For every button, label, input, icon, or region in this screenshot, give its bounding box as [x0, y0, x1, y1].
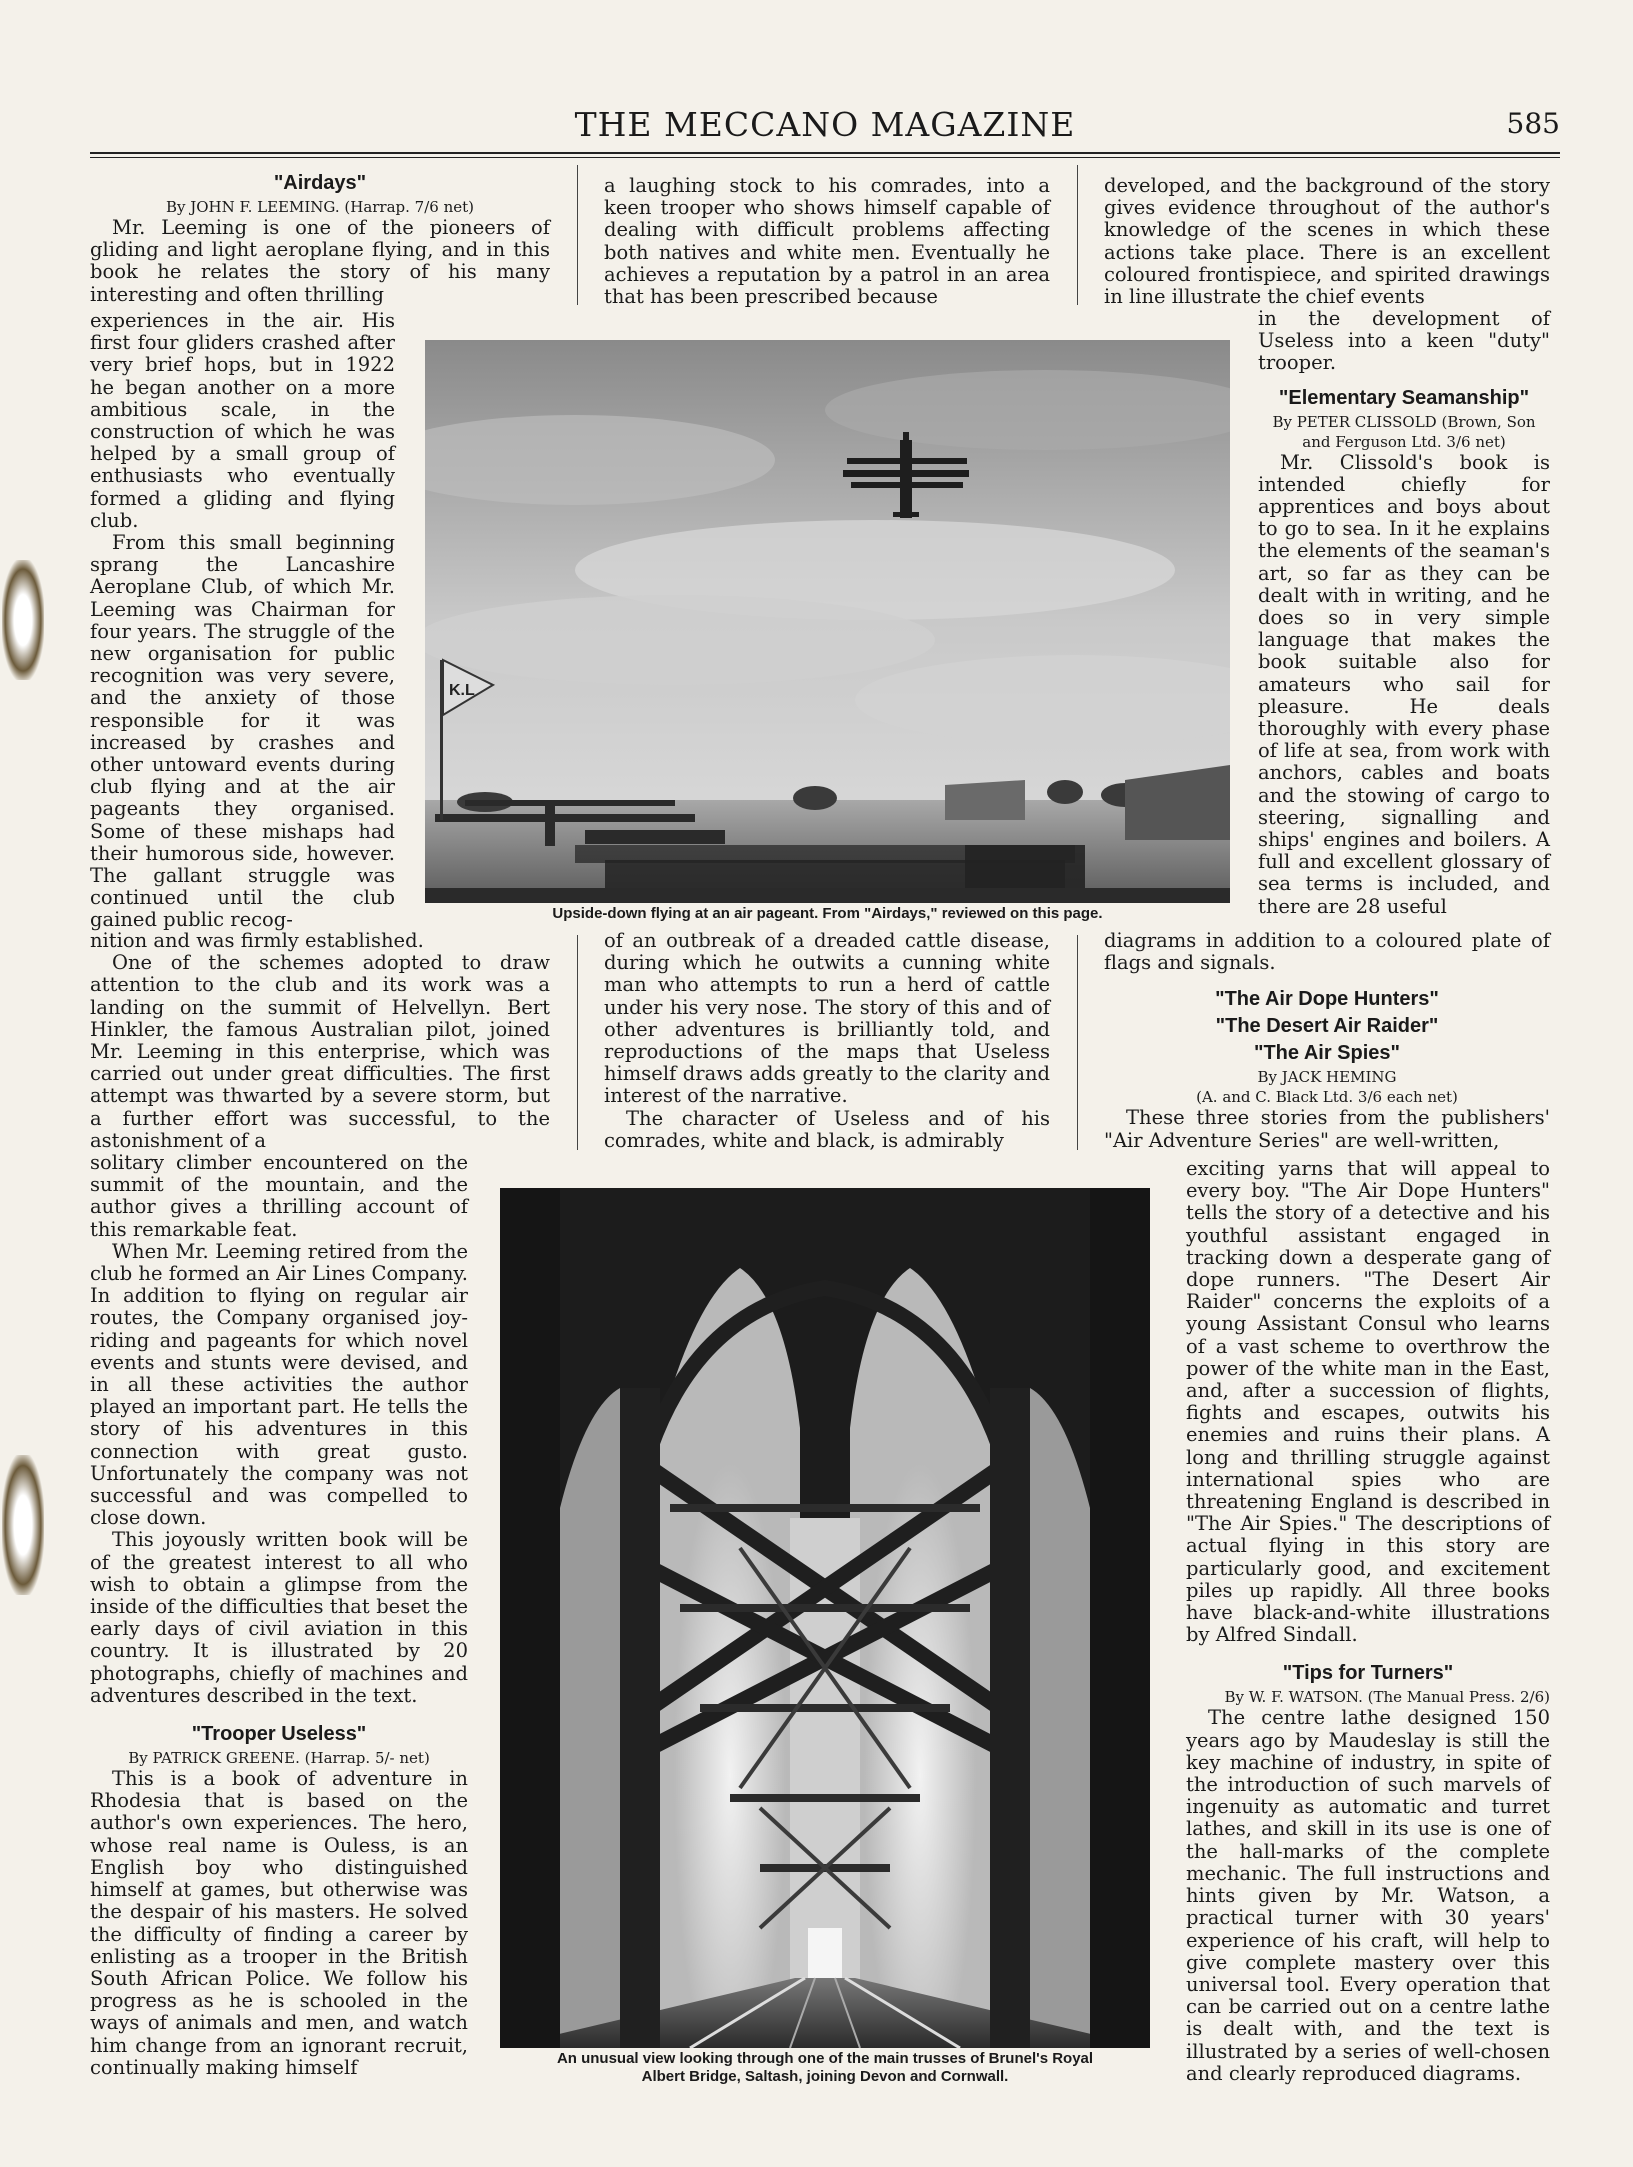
air-paragraph-narrow: exciting yarns that will appeal to every boy. "The Air Dope Hunters" tells the story of a detective and his youthful assistant engaged in tracking down a desperate gang of dope runners. "The Desert Air Raider" concerns the exploits of a young Assistant Consul who learns of a vast scheme to overthrow the power of the white man in the East, and, after a succession of flights, fights and escapes, outwits his enemies and ruins their plans. A long and thrilling struggle against international spies who are threatening England is described in "The Air Spies." The descriptions of actual flying in this story are particularly good, and excitement piles up rapidly. All three books have black-and-white illustrations by Alfred Sindall. [1186, 1157, 1550, 1647]
trooper-review-col2-mid [604, 930, 1050, 1152]
airdays-paragraph-2: From this small beginning sprang the Lancashire Aeroplane Club, of which Mr. Leeming was Chairman for four years. The struggle of the new organisation for public recognition was very severe, and the anxiety of those responsible for it was increased by crashes and other untoward events during club flying and at the air pageants they organised. Some of these mishaps had their humorous side, however. The gallant struggle was continued until the club gained public recog- [90, 531, 395, 932]
seamanship-byline: By PETER CLISSOLD (Brown, Son and Ferguson Ltd. 3/6 net) [1272, 412, 1536, 451]
trooper-col2-mid: of an outbreak of a dreaded cattle disease, during which he outwits a cunning white man who attempts to run a herd of cattle under his very nose. The story of this and of other adventures is brilliantly told, and reproductions of the maps that Useless himself draws adds greatly to the clarity and interest of the narrative. [604, 929, 1050, 1108]
bridge-caption-line-1: An unusual view looking through one of the main trusses of Brunel's Royal [556, 2050, 1094, 2067]
seamanship-paragraph: Mr. Clissold's book is intended chiefly for apprentices and boys about to go to sea. In it he explains the elements of the seaman's art, so far as they can be dealt with in writing, and he does so in very simple language that makes the book suitable also for amateurs who sail for pleasure. He deals thoroughly with every phase of life at sea, from work with anchors, cables and boats and the stowing of cargo to steering, signalling and ships' engines and boilers. A full and excellent glossary of sea terms is included, and there are 28 useful [1258, 450, 1550, 918]
bridge-photo-caption [490, 2050, 1160, 2086]
column-rule [1077, 165, 1078, 305]
column-rule [1077, 935, 1078, 1150]
trooper-col3-narrow: in the development of Useless into a keen "duty" trooper. [1258, 307, 1550, 375]
airdays-paragraph-3-cont: solitary climber encountered on the summit of the mountain, and the author gives a thrilling account of this remarkable feat. [90, 1151, 468, 1241]
airdays-review-lower [90, 1152, 468, 2079]
tips-byline: By W. F. WATSON. (The Manual Press. 2/6) [1224, 1688, 1550, 1707]
trooper-review-col2-top [604, 175, 1050, 308]
seamanship-title: "Elementary Seamanship" [1278, 386, 1530, 409]
trooper-review-col3-top [1104, 175, 1550, 308]
airdays-byline: By JOHN F. LEEMING. (Harrap. 7/6 net) [165, 198, 475, 216]
trooper-title: "Trooper Useless" [191, 1723, 367, 1746]
bridge-photo [500, 1188, 1150, 2048]
magazine-title: THE MECCANO MAGAZINE [574, 105, 1076, 144]
airdays-paragraph-1: Mr. Leeming is one of the pioneers of gliding and light aeroplane flying, and in this book he relates the story of his many interesting and often thrilling [90, 216, 550, 306]
page-stain [2, 1455, 44, 1595]
header-rule-thin [90, 157, 1560, 158]
bridge-caption-line-2: Albert Bridge, Saltash, joining Devon and Cornwall. [641, 2068, 1009, 2085]
column-rule [577, 165, 578, 305]
air-adventure-review [1104, 930, 1550, 1152]
airdays-review-narrow [90, 310, 395, 932]
airdays-paragraph-1-cont: experiences in the air. His first four gliders crashed after very brief hops, but in 1922 he began another on a more ambitious scale, in the construction of which he was helped by a small group of enthusiasts who eventually formed a gliding and flying club. [90, 309, 395, 532]
trooper-byline: By PATRICK GREENE. (Harrap. 5/- net) [128, 1749, 430, 1768]
air-byline-publisher: (A. and C. Black Ltd. 3/6 each net) [1196, 1088, 1458, 1107]
airplane-photo-caption: Upside-down flying at an air pageant. From "Airdays," reviewed on this page. [552, 905, 1103, 922]
page-header [90, 105, 1560, 150]
airplane-photo-graphic [425, 340, 1230, 903]
airdays-paragraph-5: This joyously written book will be of the greatest interest to all who wish to obtain a glimpse from the inside of the difficulties that beset the early days of civil aviation in this country. It is illustrated by 20 photographs, chiefly of machines and adventures described in the text. [90, 1528, 468, 1707]
tips-paragraph: The centre lathe designed 150 years ago by Maudeslay is still the key machine of industry, in spite of the introduction of such marvels of ingenuity as automatic and turret lathes, and skill in its use is one of the hall-marks of the complete mechanic. The full instructions and hints given by Mr. Watson, a practical turner with 30 years' experience of his craft, will help to give complete mastery over this universal tool. Every operation that can be carried out on a centre lathe is dealt with, and the text is illustrated by a series of well-chosen and clearly reproduced diagrams. [1186, 1706, 1550, 2085]
trooper-paragraph: This is a book of adventure in Rhodesia that is based on the author's own experiences. The hero, whose real name is Ouless, is an English boy who distinguished himself at games, but otherwise was the despair of his masters. He solved the difficulty of finding a career by enlisting as a trooper in the British South African Police. We follow his progress as he is schooled in the ways of animals and men, and watch him change from an ignorant recruit, continually making himself [90, 1767, 468, 2079]
air-spies-title: "The Air Spies" [1253, 1042, 1401, 1065]
header-rule [90, 152, 1560, 154]
column-rule [577, 935, 578, 1150]
airdays-paragraph-2-end: nition and was firmly established. [90, 929, 424, 952]
air-adventure-review-lower [1186, 1158, 1550, 2085]
trooper-col3-top: developed, and the background of the story gives evidence throughout of the author's knowledge of the scenes in which these actions take place. There is an excellent coloured frontispiece, and spirited drawings in line illustrate the chief events [1104, 174, 1550, 309]
airplane-photo [425, 340, 1230, 903]
trooper-col2-top: a laughing stock to his comrades, into a keen trooper who shows himself capable of dealing with difficult problems affecting both natives and white men. Eventually he achieves a reputation by a patrol in an area that has been prescribed because [604, 174, 1050, 309]
flag-text: K.L [449, 682, 475, 699]
desert-air-raider-title: "The Desert Air Raider" [1215, 1015, 1439, 1038]
airdays-title: "Airdays" [273, 172, 367, 194]
page-stain [2, 560, 44, 680]
air-paragraph-wide: These three stories from the publishers' "Air Adventure Series" are well-written, [1104, 1106, 1550, 1152]
trooper-col2-mid2: The character of Useless and of his comrades, white and black, is admirably [604, 1106, 1050, 1152]
seamanship-paragraph-end: diagrams in addition to a coloured plate of flags and signals. [1104, 929, 1550, 975]
air-byline-author: By JACK HEMING [1257, 1068, 1397, 1087]
bridge-photo-graphic [500, 1188, 1150, 2048]
airdays-paragraph-4: When Mr. Leeming retired from the club he formed an Air Lines Company. In addition to flying on regular air routes, the Company organised joy-riding and pageants for which novel events and stunts were devised, and in all these activities the author played an important part. He tells the story of his adventures in this connection with great gusto. Unfortunately the company was not successful and was compelled to close down. [90, 1239, 468, 1530]
airdays-review-top [90, 170, 550, 306]
seamanship-review [1258, 308, 1550, 918]
tips-title: "Tips for Turners" [1282, 1662, 1454, 1685]
page-number: 585 [1506, 107, 1560, 140]
airdays-review-mid [90, 930, 550, 1152]
air-dope-hunters-title: "The Air Dope Hunters" [1215, 988, 1439, 1011]
airdays-paragraph-3: One of the schemes adopted to draw attention to the club and its work was a landing on the summit of Helvellyn. Bert Hinkler, the famous Australian pilot, joined Mr. Leeming in this enterprise, which was carried out under great difficulties. The first attempt was thwarted by a severe storm, but a further effort was successful, to the astonishment of a [90, 951, 550, 1152]
